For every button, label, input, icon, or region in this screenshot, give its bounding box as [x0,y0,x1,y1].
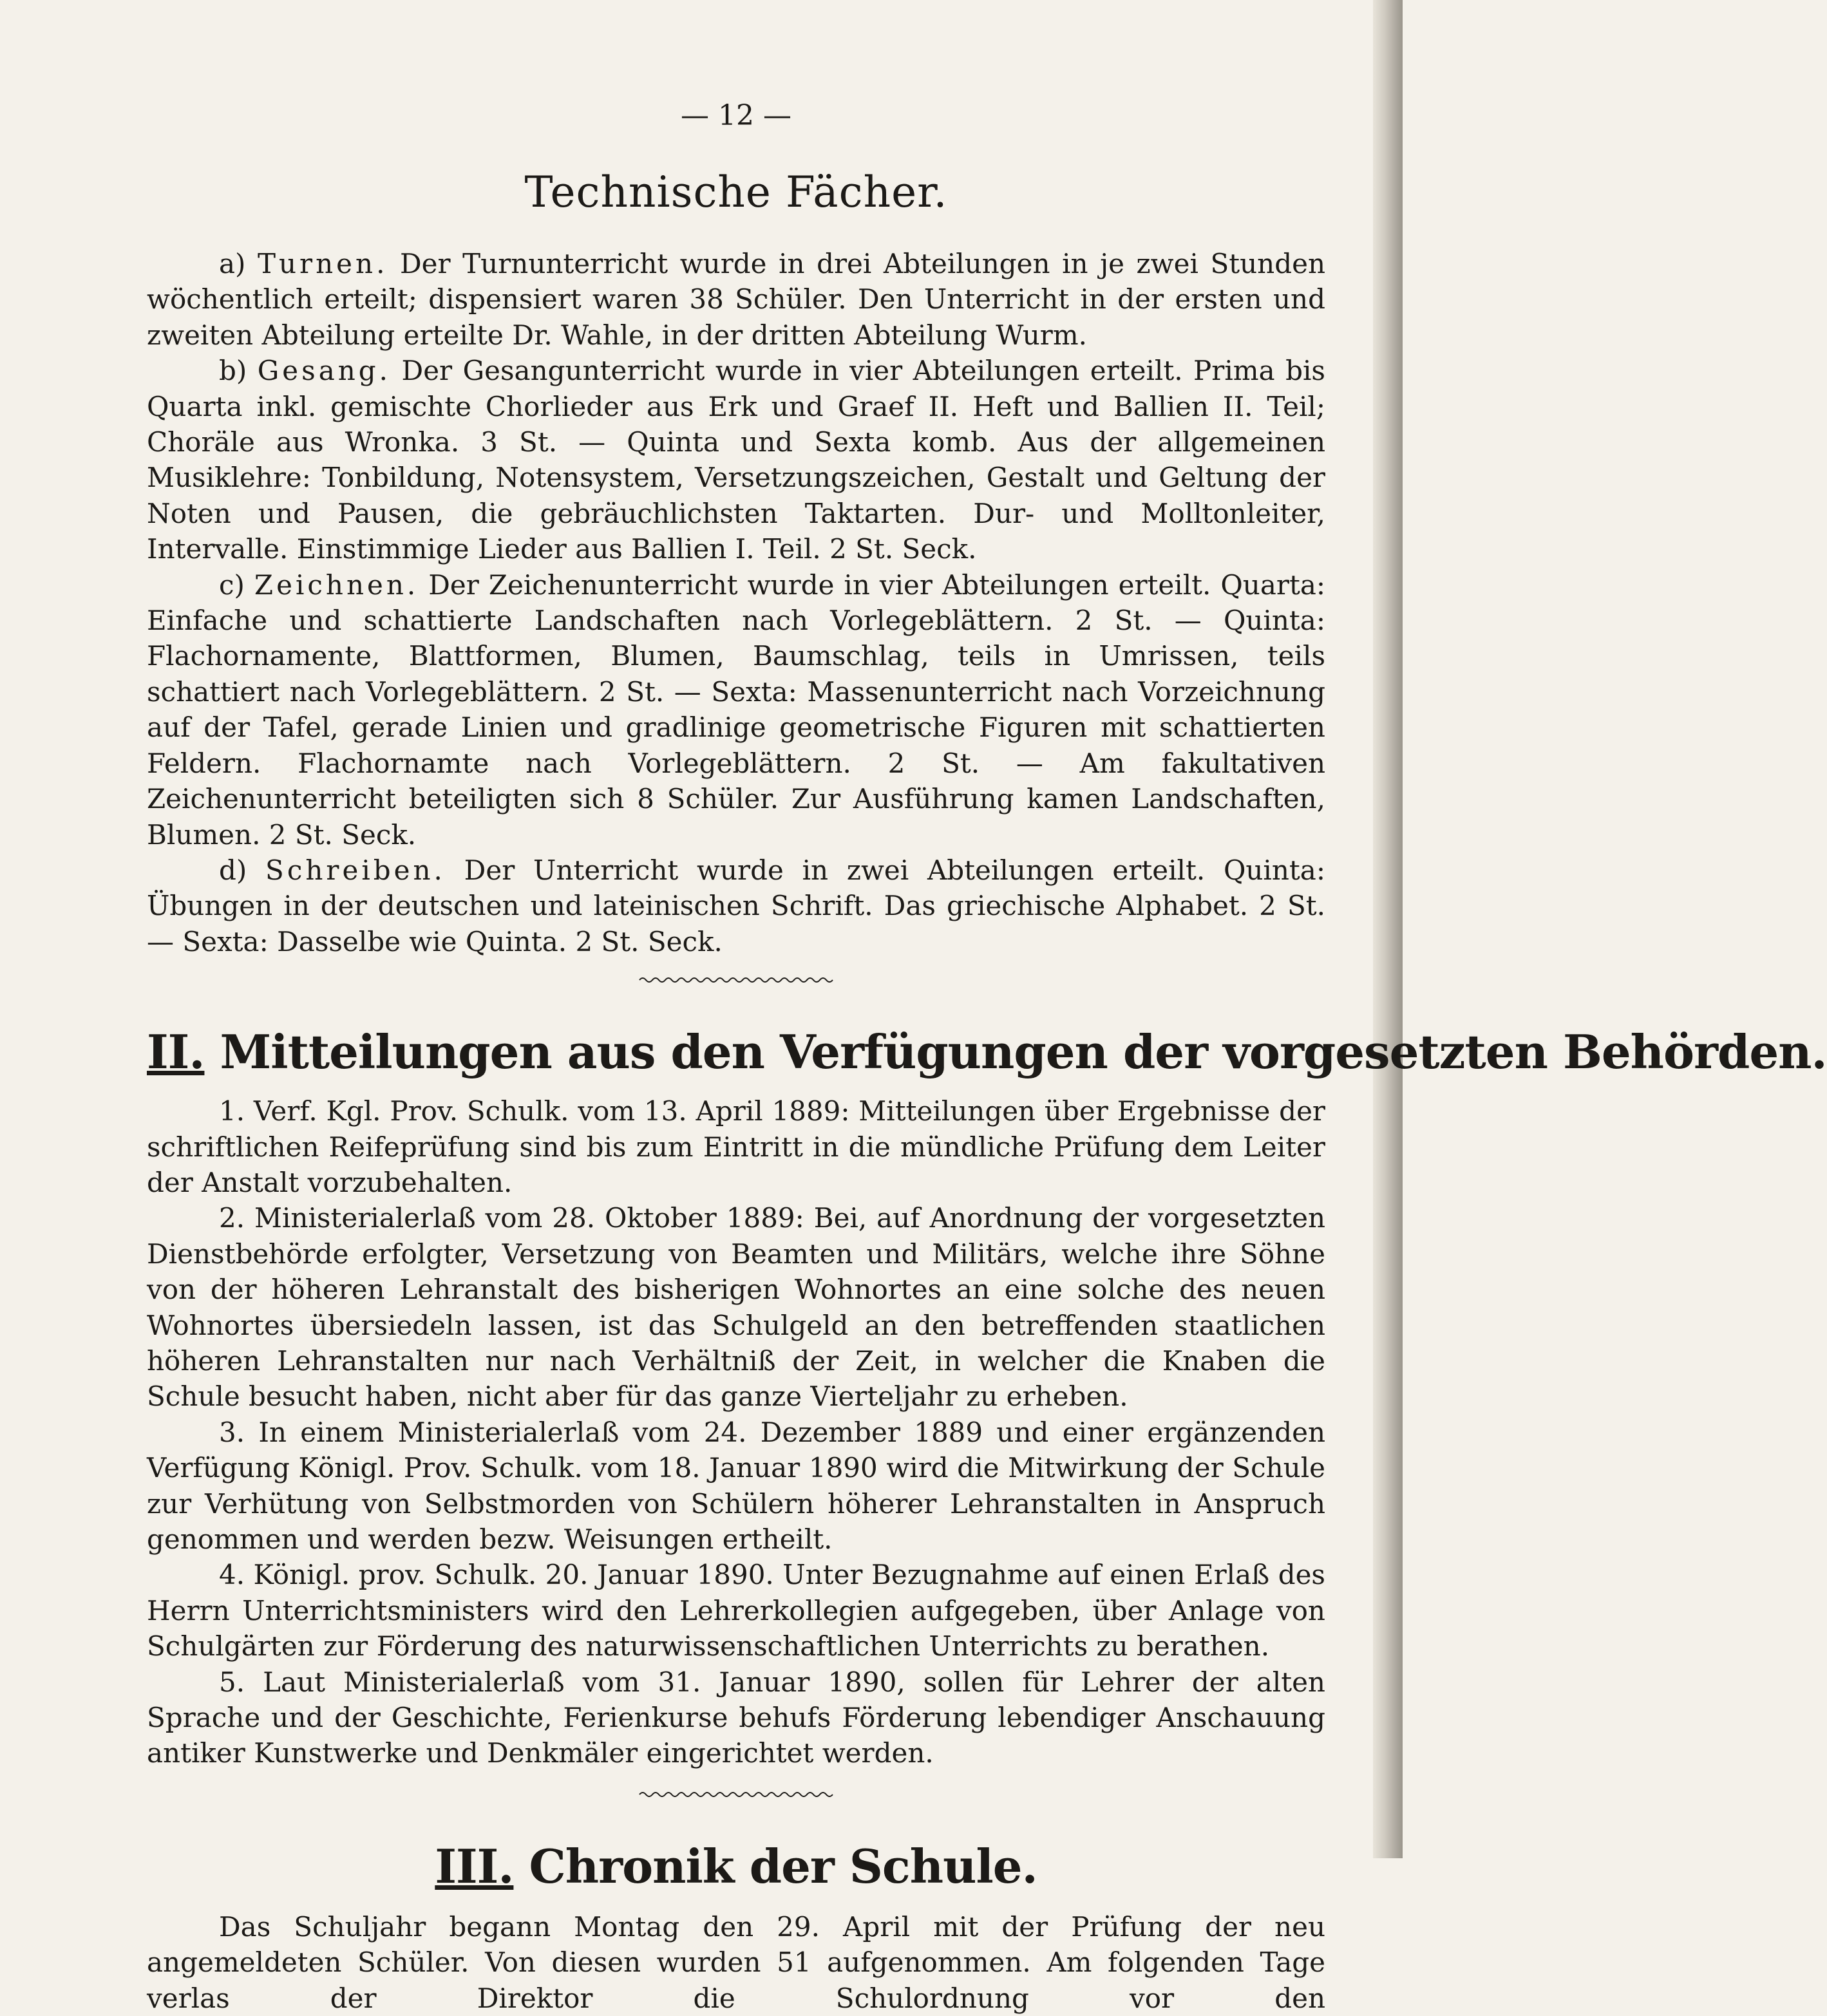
page-number: — 12 — [681,99,791,132]
wavy-divider [639,1791,833,1798]
section-3-numeral: III. [435,1838,514,1894]
label-c: c) [219,569,245,601]
decree-item-2: 2. Ministerialerlaß vom 28. Oktober 1889: Bei, auf Anordnung der vorgesetzten Dienstbehörde erfolgter, Versetzung von Beamten und Militärs, welche ihre Söhne von der höheren Lehranstalt des bisherigen Wohnortes an eine solche des neuen Wohnortes übersiedeln lassen, ist das Schulgeld an den betreffenden staatlichen höheren Lehranstalten nur nach Verhältniß der Zeit, in welcher die Knaben die Schule besucht haben, nicht aber für das ganze Vierteljahr zu erheben. [147,1202,1325,1413]
text-schreiben: Der Unterricht wurde in zwei Abteilungen erteilt. Quinta: Übungen in der deutschen und lateinischen Schrift. Das griechische Alphabet. 2 St. — Sexta: Dasselbe wie Quinta. 2 St. Seck. [147,854,1325,957]
decree-item-3: 3. In einem Ministerialerlaß vom 24. Dezember 1889 und einer ergänzenden Verfügung Königl. Prov. Schulk. vom 18. Januar 1890 wird die Mitwirkung der Schule zur Verhütung von Selbstmorden von Schülern höherer Lehranstalten in Anspruch genommen und werden bezw. Weisungen ertheilt. [147,1416,1325,1555]
section-2-heading [147,1020,1827,1084]
decree-item-4: 4. Königl. prov. Schulk. 20. Januar 1890. Unter Bezugnahme auf einen Erlaß des Herrn Unterrichtsministers wird den Lehrerkollegien aufgegeben, über Anlage von Schulgärten zur Förderung des naturwissenschaftlichen Unterrichts zu berathen. [147,1559,1325,1663]
section-3-heading [147,1834,1325,1899]
text-gesang: Der Gesangunterricht wurde in vier Abteilungen erteilt. Prima bis Quarta inkl. gemischte Chorlieder aus Erk und Graef II. Heft und Ballien II. Teil; Choräle aus Wronka. 3 St. — Quinta und Sexta komb. Aus der allgemeinen Musiklehre: Tonbildung, Notensystem, Versetzungszeichen, Gestalt und Geltung der Noten und Pausen, die gebräuchlichsten Taktarten. Dur- und Molltonleiter, Intervalle. Einstimmige Lieder aus Ballien I. Teil. 2 St. Seck. [147,355,1325,565]
paragraph-turnen [147,246,1325,353]
paragraph-gesang [147,353,1325,567]
paragraph-zeichnen [147,567,1325,853]
decree-item-5: 5. Laut Ministerialerlaß vom 31. Januar 1890, sollen für Lehrer der alten Sprache und der Geschichte, Ferienkurse behufs Förderung lebendiger Anschauung antiker Kunstwerke und Denkmäler eingerichtet werden. [147,1666,1325,1769]
section-2-numeral: II. [147,1024,205,1080]
heading-gesang: Gesang. [257,355,392,387]
chronicle-paragraph: Das Schuljahr begann Montag den 29. April mit der Prüfung der neu angemeldeten Schüler. Von diesen wurden 51 aufgenommen. Am folgenden Tage verlas der Direktor die Schulordnung vor den [147,1910,1325,2014]
text-zeichnen: Der Zeichenunterricht wurde in vier Abteilungen erteilt. Quarta: Einfache und schattierte Landschaften nach Vorlegeblättern. 2 St. — Quinta: Flachornamente, Blattformen, Blumen, Baumschlag, teils in Umrissen, teils schattiert nach Vorlegeblättern. 2 St. — Sexta: Massenunterricht nach Vorzeichnung auf der Tafel, gerade Linien und gradlinige geometrische Figuren mit schattierten Feldern. Flachornamte nach Vorlegeblättern. 2 St. — Am fakultativen Zeichenunterricht beteiligten sich 8 Schüler. Zur Ausführung kamen Landschaften, Blumen. 2 St. Seck. [147,569,1326,851]
decree-item-1: 1. Verf. Kgl. Prov. Schulk. vom 13. April 1889: Mitteilungen über Ergebnisse der schriftlichen Reifeprüfung sind bis zum Eintritt in die mündliche Prüfung dem Leiter der Anstalt vorzubehalten. [147,1095,1325,1198]
heading-zeichnen: Zeichnen. [254,569,419,601]
label-d: d) [219,854,247,886]
page-edge-shadow [1373,0,1403,1858]
paragraph-schreiben [147,853,1325,959]
label-a: a) [219,248,246,279]
wavy-divider [639,976,833,984]
decrees-list [147,1093,1325,1771]
section-2-title: Mitteilungen aus den Verfügungen der vorgesetzten Behörden. [220,1024,1827,1080]
label-b: b) [219,355,247,387]
text-turnen: Der Turnunterricht wurde in drei Abteilungen in je zwei Stunden wöchentlich erteilt; dispensiert waren 38 Schüler. Den Unterricht in der ersten und zweiten Abteilung erteilte Dr. Wahle, in der dritten Abteilung Wurm. [147,248,1325,351]
heading-turnen: Turnen. [257,248,388,279]
technical-subjects-heading: Technische Fächer. [524,167,948,217]
section-3-title: Chronik der Schule. [529,1838,1037,1894]
document-page [147,97,1827,2016]
heading-schreiben: Schreiben. [265,854,446,886]
